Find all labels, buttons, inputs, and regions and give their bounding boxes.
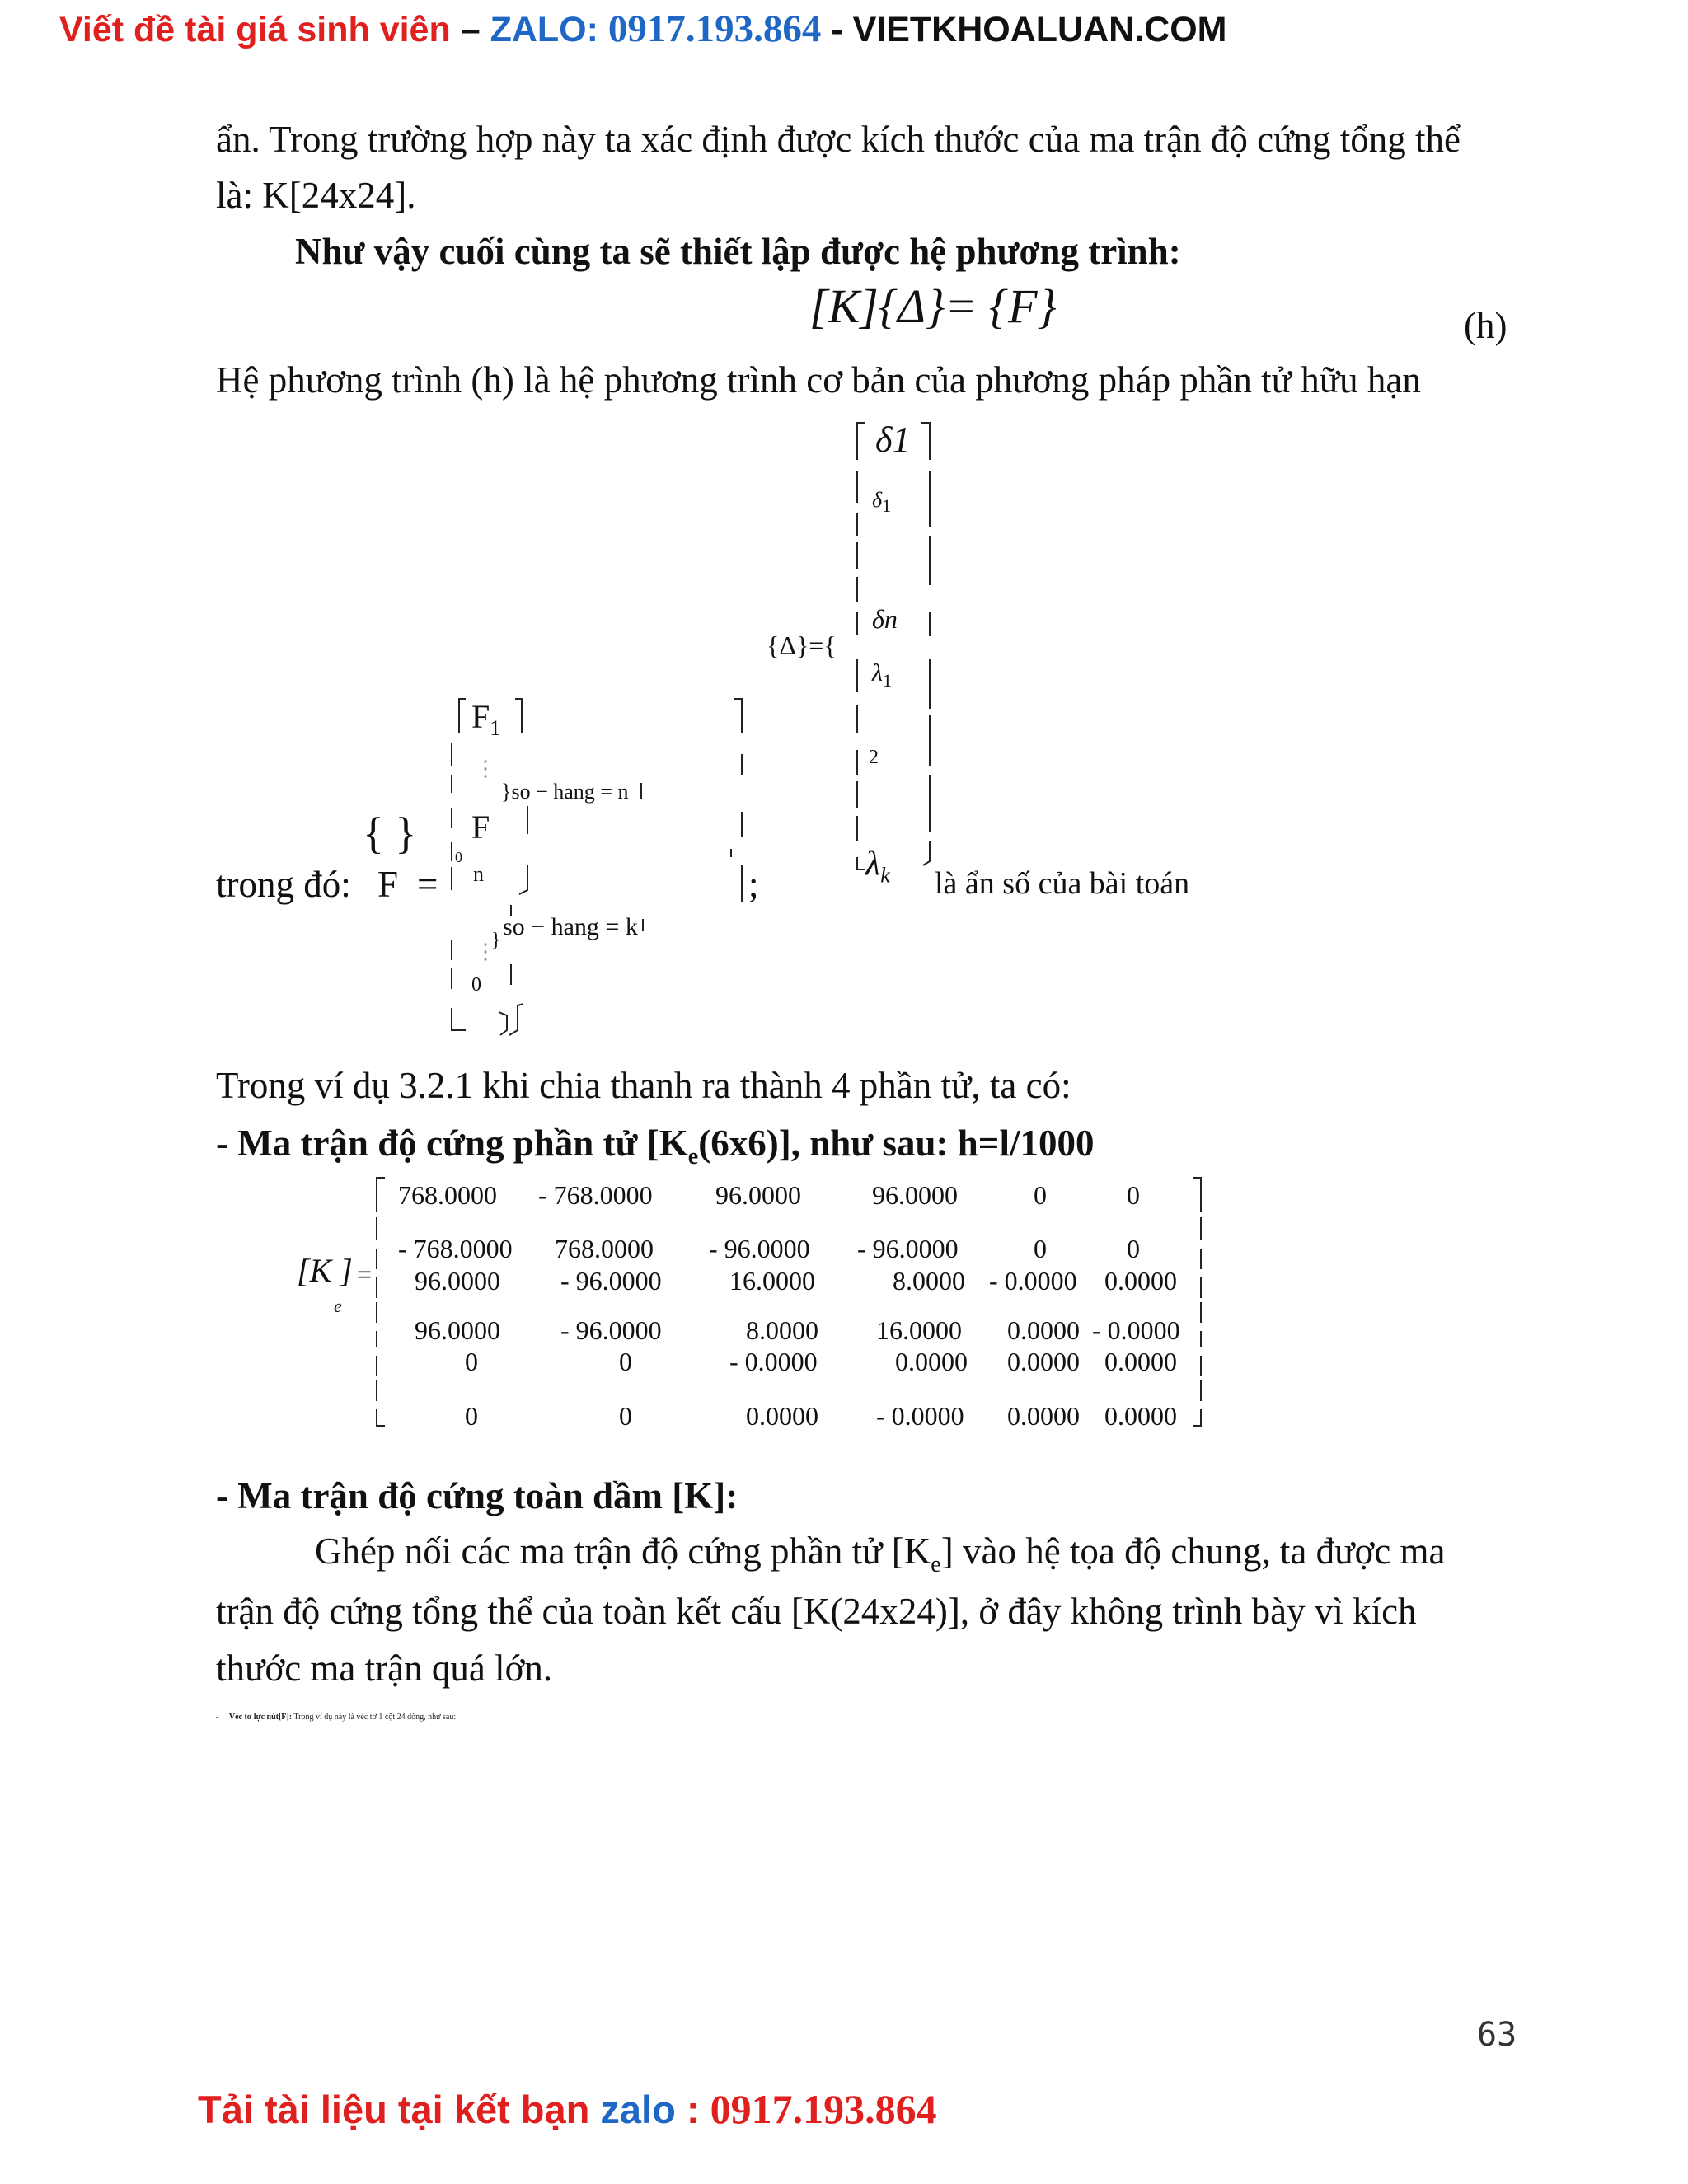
page-number: 63 (1477, 2016, 1517, 2054)
matrix-cell: 8.0000 (746, 1315, 818, 1345)
lambda-k: $\lambda_k$ (865, 845, 890, 888)
paragraph-line: ẩn. Trong trường hợp này ta xác định được kích thước của ma trận độ cứng tổng thể (216, 119, 1461, 160)
delta-1: δ1 (875, 419, 911, 460)
so-hang-k: so − hang = k (503, 913, 638, 940)
ke-equals: = (357, 1259, 373, 1289)
header-zalo-label: ZALO: (490, 10, 608, 49)
paragraph-line: trận độ cứng tổng thể của toàn kết cấu [K(24x24)], ở đây không trình bày vì kích (216, 1591, 1417, 1632)
semicolon: ; (748, 864, 759, 905)
equation-tag: (h) (1464, 305, 1507, 346)
so-hang-n: }so − hang = n (501, 780, 629, 804)
matrix-cell: 0.0000 (1007, 1347, 1080, 1376)
ke-label: [K ] (297, 1252, 353, 1289)
ke-label-sub: e (334, 1296, 342, 1316)
so-hang-k-brace: } (491, 930, 501, 951)
matrix-cell: - 0.0000 (989, 1266, 1077, 1296)
lambda-1: $\lambda_1$ (872, 659, 892, 691)
matrix-cell: 0 (465, 1401, 478, 1431)
matrix-cell: 768.0000 (398, 1180, 497, 1210)
F-dots-2: ⋮ (475, 940, 496, 963)
tiny-note: - Véc tơ lực nút[F]: Trong ví dụ này là véc tơ 1 cột 24 dòng, như sau: (216, 1713, 457, 1722)
matrix-cell: 96.0000 (715, 1180, 801, 1210)
F-vector-brackets (441, 692, 771, 1047)
matrix-cell: 0 (619, 1347, 632, 1376)
F-dots: ⋮ (475, 757, 496, 780)
matrix-cell: - 96.0000 (857, 1234, 959, 1263)
main-equation: [K]{Δ}= {F} (809, 279, 1057, 333)
matrix-cell: 768.0000 (555, 1234, 654, 1263)
paragraph-line: Ghép nối các ma trận độ cứng phần tử $[K_e]$ vào hệ tọa độ chung, ta được ma (315, 1530, 1446, 1577)
footer-phone: 0917.193.864 (710, 2086, 937, 2132)
header-phone: 0917.193.864 (607, 7, 822, 50)
delta-vector-brackets (849, 420, 940, 882)
paragraph-line: là: K[24x24]. (216, 175, 416, 216)
F-1: $F_1$ (471, 698, 501, 740)
matrix-cell: 0 (1034, 1234, 1047, 1263)
footer-banner: Tải tài liệu tại kết bạn zalo : 0917.193.864 (198, 2086, 937, 2132)
F-n: F (471, 808, 490, 846)
matrix-cell: 0.0000 (746, 1401, 818, 1431)
header-text: Viết đề tài giá sinh viên (59, 10, 451, 49)
matrix-cell: 16.0000 (876, 1315, 962, 1345)
delta-n: δn (872, 604, 898, 634)
matrix-cell: 0.0000 (1104, 1266, 1177, 1296)
F-symbol: F (377, 864, 399, 905)
matrix-cell: - 0.0000 (1092, 1315, 1180, 1345)
F-zero: 0 (471, 974, 481, 996)
matrix-cell: - 96.0000 (560, 1266, 662, 1296)
where-label: trong đó: (216, 864, 351, 905)
matrix-cell: - 96.0000 (709, 1234, 810, 1263)
matrix-cell: 0 (465, 1347, 478, 1376)
bold-statement: Như vậy cuối cùng ta sẽ thiết lập được hệ phương trình: (295, 231, 1181, 272)
F-zero-small: 0 (455, 849, 462, 865)
matrix-cell: 0 (1127, 1234, 1140, 1263)
matrix-cell: - 768.0000 (398, 1234, 513, 1263)
section-heading-k: - Ma trận độ cứng toàn dầm [K]: (216, 1475, 738, 1516)
matrix-cell: 0 (1127, 1180, 1140, 1210)
paragraph-line: Trong ví dụ 3.2.1 khi chia thanh ra thành 4 phần tử, ta có: (216, 1065, 1071, 1106)
matrix-cell: - 0.0000 (729, 1347, 818, 1376)
matrix-cell: - 0.0000 (876, 1401, 964, 1431)
header-banner: Viết đề tài giá sinh viên – ZALO: 0917.193.864 - VIETKHOALUAN.COM (59, 7, 1227, 50)
ke-matrix-brackets (367, 1174, 1216, 1430)
delta-vector-label: {Δ}={ (767, 630, 837, 660)
matrix-cell: 8.0000 (893, 1266, 965, 1296)
matrix-cell: 0 (1034, 1180, 1047, 1210)
section-heading-ke: - Ma trận độ cứng phần tử $[K_e(6x6)]$, như sau: h=l/1000 (216, 1122, 1095, 1169)
unknowns-text: là ẩn số của bài toán (935, 866, 1190, 901)
matrix-cell: 16.0000 (729, 1266, 815, 1296)
matrix-cell: 96.0000 (415, 1315, 500, 1345)
matrix-cell: 0.0000 (1104, 1401, 1177, 1431)
header-site: VIETKHOALUAN.COM (852, 10, 1227, 49)
lambda-2: 2 (869, 747, 879, 768)
matrix-cell: - 768.0000 (538, 1180, 653, 1210)
matrix-cell: 0.0000 (1104, 1347, 1177, 1376)
matrix-cell: 0.0000 (895, 1347, 968, 1376)
F-n-sub: n (473, 862, 484, 886)
delta-1b: $\delta_1$ (872, 488, 892, 517)
matrix-cell: 0.0000 (1007, 1315, 1080, 1345)
F-equals: = (417, 864, 438, 905)
matrix-cell: 96.0000 (415, 1266, 500, 1296)
F-braces: { } (363, 808, 417, 858)
paragraph-line: Hệ phương trình (h) là hệ phương trình cơ bản của phương pháp phần tử hữu hạn (216, 359, 1421, 401)
paragraph-line: thước ma trận quá lớn. (216, 1647, 553, 1689)
matrix-cell: 0 (619, 1401, 632, 1431)
matrix-cell: 0.0000 (1007, 1401, 1080, 1431)
matrix-cell: - 96.0000 (560, 1315, 662, 1345)
matrix-cell: 96.0000 (872, 1180, 958, 1210)
